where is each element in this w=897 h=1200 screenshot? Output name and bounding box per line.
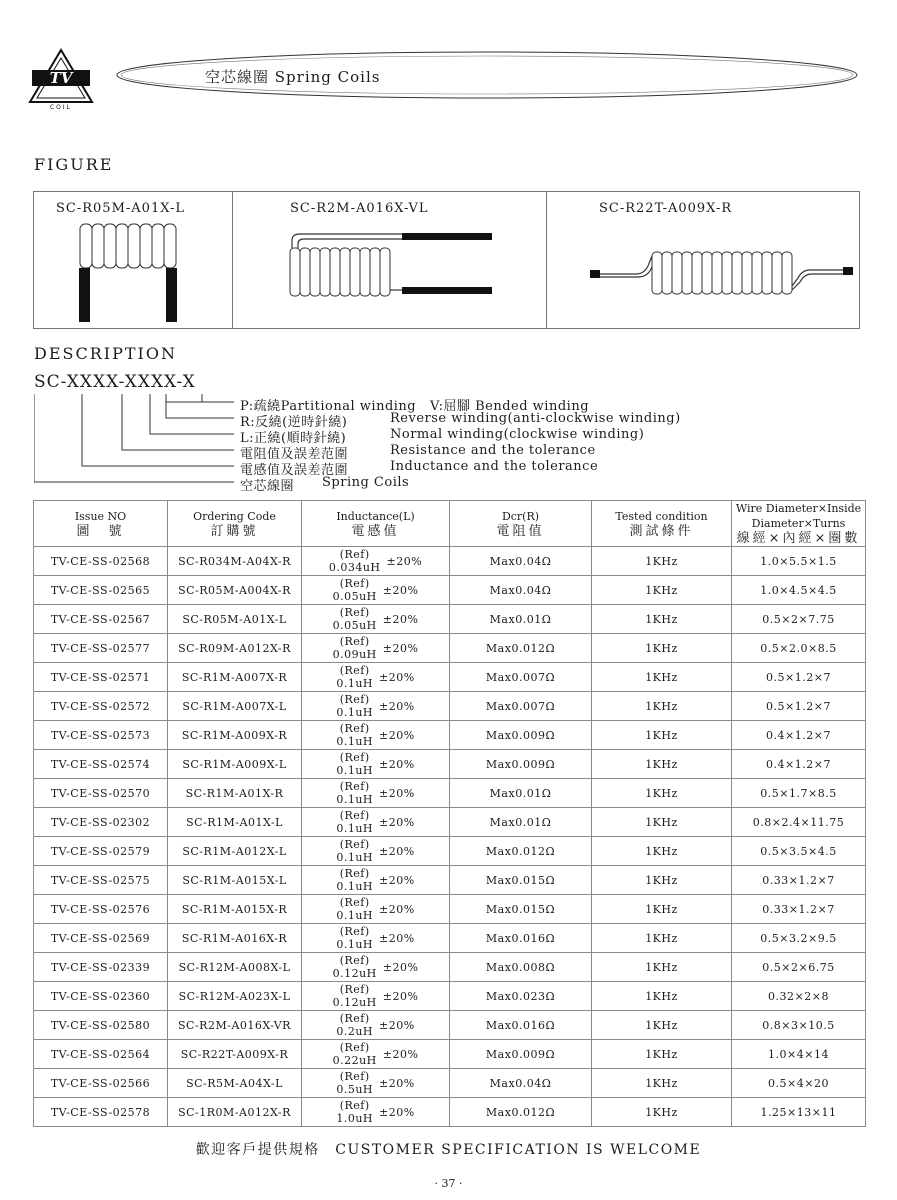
header-inductance: Inductance(L) 電感值 xyxy=(302,501,450,547)
company-logo xyxy=(28,48,94,110)
cell-wire-dimensions: 1.0×4.5×4.5 xyxy=(732,576,866,605)
legend-line-2-en: Reverse winding(anti-clockwise winding) xyxy=(390,411,681,426)
inductance-ref: (Ref) xyxy=(339,635,370,648)
inductance-value: 0.09uH xyxy=(332,648,377,661)
cell-wire-dimensions: 0.5×1.7×8.5 xyxy=(732,779,866,808)
cell-ordering-code: SC-R1M-A007X-R xyxy=(168,663,302,692)
inductance-value: 0.5uH xyxy=(336,1083,373,1096)
table-row xyxy=(34,1098,866,1127)
cell-inductance xyxy=(302,750,450,779)
inductance-ref: (Ref) xyxy=(339,780,370,793)
inductance-ref: (Ref) xyxy=(339,548,370,561)
table-row xyxy=(34,547,866,576)
cell-dcr: Max0.012Ω xyxy=(450,1098,592,1127)
inductance-value: 0.12uH xyxy=(332,967,377,980)
cell-test-condition: 1KHz xyxy=(592,576,732,605)
header-ordering-code: Ordering Code 訂購號 xyxy=(168,501,302,547)
cell-issue-no: TV-CE-SS-02567 xyxy=(34,605,168,634)
cell-issue-no: TV-CE-SS-02578 xyxy=(34,1098,168,1127)
cell-dcr: Max0.04Ω xyxy=(450,576,592,605)
cell-inductance xyxy=(302,721,450,750)
cell-wire-dimensions: 1.0×4×14 xyxy=(732,1040,866,1069)
cell-inductance xyxy=(302,779,450,808)
cell-wire-dimensions: 0.5×2.0×8.5 xyxy=(732,634,866,663)
table-row xyxy=(34,634,866,663)
cell-ordering-code: SC-R1M-A009X-L xyxy=(168,750,302,779)
logo-text: TV xyxy=(49,69,73,87)
logo-subtext: COIL xyxy=(49,104,73,110)
cell-inductance xyxy=(302,866,450,895)
page-number: · 37 · xyxy=(434,1177,463,1190)
cell-dcr: Max0.012Ω xyxy=(450,634,592,663)
inductance-ref: (Ref) xyxy=(339,867,370,880)
code-format: SC-XXXX-XXXX-X xyxy=(34,372,196,392)
cell-inductance xyxy=(302,1098,450,1127)
inductance-tolerance: ±20% xyxy=(379,902,415,916)
cell-dcr: Max0.023Ω xyxy=(450,982,592,1011)
inductance-ref: (Ref) xyxy=(339,809,370,822)
legend-line-6-en: Spring Coils xyxy=(322,475,410,490)
cell-wire-dimensions: 0.33×1.2×7 xyxy=(732,866,866,895)
coil-drawing-3 xyxy=(588,242,856,302)
coil-drawing-1 xyxy=(74,220,189,325)
table-row xyxy=(34,692,866,721)
header-dcr: Dcr(R) 電阻值 xyxy=(450,501,592,547)
cell-dcr: Max0.01Ω xyxy=(450,808,592,837)
cell-dcr: Max0.008Ω xyxy=(450,953,592,982)
cell-dcr: Max0.015Ω xyxy=(450,895,592,924)
cell-ordering-code: SC-R1M-A016X-R xyxy=(168,924,302,953)
inductance-tolerance: ±20% xyxy=(379,844,415,858)
legend-line-2-zh: R:反繞(逆時針繞) xyxy=(240,415,348,430)
inductance-value: 1.0uH xyxy=(336,1112,373,1125)
figure-label-3: SC-R22T-A009X-R xyxy=(599,201,733,216)
inductance-tolerance: ±20% xyxy=(379,1076,415,1090)
header-wire-dimensions: Wire Diameter×Inside Diameter×Turns 線經×內經×圈數 xyxy=(732,501,866,547)
table-row xyxy=(34,895,866,924)
inductance-tolerance: ±20% xyxy=(379,757,415,771)
cell-ordering-code: SC-R1M-A015X-R xyxy=(168,895,302,924)
cell-ordering-code: SC-R034M-A04X-R xyxy=(168,547,302,576)
table-row xyxy=(34,982,866,1011)
cell-issue-no: TV-CE-SS-02571 xyxy=(34,663,168,692)
inductance-ref: (Ref) xyxy=(339,722,370,735)
tv-coil-logo-icon xyxy=(28,48,94,110)
inductance-tolerance: ±20% xyxy=(379,1018,415,1032)
cell-inductance xyxy=(302,808,450,837)
cell-ordering-code: SC-R09M-A012X-R xyxy=(168,634,302,663)
cell-inductance xyxy=(302,1069,450,1098)
cell-test-condition: 1KHz xyxy=(592,808,732,837)
cell-inductance xyxy=(302,1040,450,1069)
table-row xyxy=(34,663,866,692)
inductance-ref: (Ref) xyxy=(339,1099,370,1112)
cell-wire-dimensions: 0.5×1.2×7 xyxy=(732,663,866,692)
inductance-tolerance: ±20% xyxy=(379,1105,415,1119)
cell-ordering-code: SC-R1M-A007X-L xyxy=(168,692,302,721)
header-issue-no: Issue NO 圖 號 xyxy=(34,501,168,547)
cell-inductance xyxy=(302,1011,450,1040)
cell-inductance xyxy=(302,837,450,866)
inductance-tolerance: ±20% xyxy=(382,583,419,597)
cell-dcr: Max0.04Ω xyxy=(450,1069,592,1098)
cell-issue-no: TV-CE-SS-02339 xyxy=(34,953,168,982)
cell-test-condition: 1KHz xyxy=(592,982,732,1011)
footer-note: 歡迎客戶提供規格 CUSTOMER SPECIFICATION IS WELCOME xyxy=(195,1142,702,1158)
inductance-ref: (Ref) xyxy=(339,606,370,619)
cell-test-condition: 1KHz xyxy=(592,663,732,692)
inductance-ref: (Ref) xyxy=(339,838,370,851)
cell-wire-dimensions: 0.5×3.2×9.5 xyxy=(732,924,866,953)
cell-test-condition: 1KHz xyxy=(592,750,732,779)
cell-wire-dimensions: 1.25×13×11 xyxy=(732,1098,866,1127)
cell-issue-no: TV-CE-SS-02576 xyxy=(34,895,168,924)
inductance-tolerance: ±20% xyxy=(379,728,415,742)
spec-table xyxy=(33,500,866,1127)
legend-line-5-zh: 電感值及誤差范圍 xyxy=(240,463,349,478)
inductance-tolerance: ±20% xyxy=(379,931,415,945)
inductance-tolerance: ±20% xyxy=(382,989,419,1003)
inductance-ref: (Ref) xyxy=(339,925,370,938)
table-row xyxy=(34,953,866,982)
cell-test-condition: 1KHz xyxy=(592,1040,732,1069)
cell-issue-no: TV-CE-SS-02570 xyxy=(34,779,168,808)
cell-ordering-code: SC-R05M-A01X-L xyxy=(168,605,302,634)
cell-ordering-code: SC-R12M-A008X-L xyxy=(168,953,302,982)
cell-issue-no: TV-CE-SS-02564 xyxy=(34,1040,168,1069)
cell-wire-dimensions: 0.5×4×20 xyxy=(732,1069,866,1098)
cell-issue-no: TV-CE-SS-02577 xyxy=(34,634,168,663)
cell-wire-dimensions: 0.5×2×6.75 xyxy=(732,953,866,982)
cell-issue-no: TV-CE-SS-02360 xyxy=(34,982,168,1011)
cell-issue-no: TV-CE-SS-02573 xyxy=(34,721,168,750)
cell-issue-no: TV-CE-SS-02572 xyxy=(34,692,168,721)
inductance-value: 0.1uH xyxy=(336,880,373,893)
cell-wire-dimensions: 1.0×5.5×1.5 xyxy=(732,547,866,576)
inductance-value: 0.05uH xyxy=(332,590,377,603)
cell-inductance xyxy=(302,547,450,576)
cell-issue-no: TV-CE-SS-02575 xyxy=(34,866,168,895)
inductance-ref: (Ref) xyxy=(339,693,370,706)
cell-ordering-code: SC-R12M-A023X-L xyxy=(168,982,302,1011)
table-row xyxy=(34,779,866,808)
cell-ordering-code: SC-R5M-A04X-L xyxy=(168,1069,302,1098)
inductance-value: 0.1uH xyxy=(336,909,373,922)
cell-test-condition: 1KHz xyxy=(592,547,732,576)
cell-test-condition: 1KHz xyxy=(592,692,732,721)
inductance-value: 0.1uH xyxy=(336,851,373,864)
inductance-tolerance: ±20% xyxy=(379,670,415,684)
cell-inductance xyxy=(302,605,450,634)
cell-issue-no: TV-CE-SS-02580 xyxy=(34,1011,168,1040)
legend-line-3-zh: L:正繞(順時針繞) xyxy=(240,431,347,446)
inductance-value: 0.1uH xyxy=(336,706,373,719)
figure-box xyxy=(33,191,860,329)
cell-test-condition: 1KHz xyxy=(592,634,732,663)
cell-inductance xyxy=(302,663,450,692)
cell-ordering-code: SC-R1M-A01X-R xyxy=(168,779,302,808)
legend-line-1-en: V:屈腳 Bended winding xyxy=(430,399,590,414)
cell-ordering-code: SC-R1M-A009X-R xyxy=(168,721,302,750)
inductance-value: 0.1uH xyxy=(336,793,373,806)
cell-test-condition: 1KHz xyxy=(592,1011,732,1040)
cell-test-condition: 1KHz xyxy=(592,1069,732,1098)
code-legend-lines xyxy=(34,390,254,490)
cell-wire-dimensions: 0.32×2×8 xyxy=(732,982,866,1011)
inductance-value: 0.1uH xyxy=(336,735,373,748)
inductance-ref: (Ref) xyxy=(339,1041,370,1054)
cell-inductance xyxy=(302,982,450,1011)
inductance-value: 0.1uH xyxy=(336,938,373,951)
inductance-tolerance: ±20% xyxy=(382,612,419,626)
cell-wire-dimensions: 0.8×2.4×11.75 xyxy=(732,808,866,837)
inductance-value: 0.1uH xyxy=(336,822,373,835)
cell-dcr: Max0.007Ω xyxy=(450,663,592,692)
inductance-ref: (Ref) xyxy=(339,664,370,677)
cell-test-condition: 1KHz xyxy=(592,924,732,953)
inductance-value: 0.1uH xyxy=(336,677,373,690)
cell-inductance xyxy=(302,953,450,982)
table-row xyxy=(34,866,866,895)
inductance-value: 0.1uH xyxy=(336,764,373,777)
inductance-ref: (Ref) xyxy=(339,1070,370,1083)
cell-ordering-code: SC-R1M-A012X-L xyxy=(168,837,302,866)
cell-dcr: Max0.009Ω xyxy=(450,1040,592,1069)
cell-test-condition: 1KHz xyxy=(592,605,732,634)
inductance-ref: (Ref) xyxy=(339,577,370,590)
cell-dcr: Max0.012Ω xyxy=(450,837,592,866)
table-row xyxy=(34,605,866,634)
table-row xyxy=(34,1040,866,1069)
inductance-tolerance: ±20% xyxy=(379,699,415,713)
cell-wire-dimensions: 0.4×1.2×7 xyxy=(732,721,866,750)
cell-dcr: Max0.01Ω xyxy=(450,779,592,808)
table-row xyxy=(34,808,866,837)
inductance-value: 0.2uH xyxy=(336,1025,373,1038)
legend-line-1-zh: P:疏繞Partitional winding xyxy=(240,399,417,414)
cell-wire-dimensions: 0.5×3.5×4.5 xyxy=(732,837,866,866)
cell-ordering-code: SC-R22T-A009X-R xyxy=(168,1040,302,1069)
cell-ordering-code: SC-R1M-A01X-L xyxy=(168,808,302,837)
cell-dcr: Max0.016Ω xyxy=(450,924,592,953)
inductance-tolerance: ±20% xyxy=(379,786,415,800)
inductance-tolerance: ±20% xyxy=(382,1047,419,1061)
cell-ordering-code: SC-R2M-A016X-VR xyxy=(168,1011,302,1040)
cell-wire-dimensions: 0.5×2×7.75 xyxy=(732,605,866,634)
legend-line-4-en: Resistance and the tolerance xyxy=(390,443,596,458)
table-row xyxy=(34,837,866,866)
figure-heading: FIGURE xyxy=(34,155,114,174)
legend-line-4-zh: 電阻值及誤差范圍 xyxy=(240,447,349,462)
figure-divider xyxy=(232,192,233,328)
cell-wire-dimensions: 0.8×3×10.5 xyxy=(732,1011,866,1040)
cell-dcr: Max0.01Ω xyxy=(450,605,592,634)
cell-ordering-code: SC-1R0M-A012X-R xyxy=(168,1098,302,1127)
cell-inductance xyxy=(302,692,450,721)
cell-dcr: Max0.009Ω xyxy=(450,750,592,779)
inductance-value: 0.12uH xyxy=(332,996,377,1009)
table-row xyxy=(34,576,866,605)
table-row xyxy=(34,1069,866,1098)
table-row xyxy=(34,1011,866,1040)
inductance-tolerance: ±20% xyxy=(379,815,415,829)
header-tested-condition: Tested condition 測試條件 xyxy=(592,501,732,547)
cell-inductance xyxy=(302,576,450,605)
cell-issue-no: TV-CE-SS-02302 xyxy=(34,808,168,837)
inductance-tolerance: ±20% xyxy=(382,960,419,974)
cell-issue-no: TV-CE-SS-02566 xyxy=(34,1069,168,1098)
cell-dcr: Max0.015Ω xyxy=(450,866,592,895)
cell-dcr: Max0.016Ω xyxy=(450,1011,592,1040)
inductance-ref: (Ref) xyxy=(339,954,370,967)
table-header-row xyxy=(34,501,866,547)
inductance-tolerance: ±20% xyxy=(379,873,415,887)
cell-issue-no: TV-CE-SS-02569 xyxy=(34,924,168,953)
cell-test-condition: 1KHz xyxy=(592,721,732,750)
cell-inductance xyxy=(302,634,450,663)
cell-test-condition: 1KHz xyxy=(592,895,732,924)
cell-test-condition: 1KHz xyxy=(592,779,732,808)
description-heading: DESCRIPTION xyxy=(34,344,177,363)
figure-label-2: SC-R2M-A016X-VL xyxy=(290,201,429,216)
inductance-tolerance: ±20% xyxy=(386,554,423,568)
cell-dcr: Max0.007Ω xyxy=(450,692,592,721)
page-title: 空芯線圈 Spring Coils xyxy=(205,68,381,86)
inductance-value: 0.22uH xyxy=(332,1054,377,1067)
cell-dcr: Max0.04Ω xyxy=(450,547,592,576)
cell-test-condition: 1KHz xyxy=(592,1098,732,1127)
table-row xyxy=(34,750,866,779)
cell-wire-dimensions: 0.33×1.2×7 xyxy=(732,895,866,924)
cell-inductance xyxy=(302,895,450,924)
inductance-ref: (Ref) xyxy=(339,896,370,909)
figure-divider xyxy=(546,192,547,328)
inductance-value: 0.034uH xyxy=(328,561,381,574)
cell-wire-dimensions: 0.5×1.2×7 xyxy=(732,692,866,721)
cell-wire-dimensions: 0.4×1.2×7 xyxy=(732,750,866,779)
inductance-tolerance: ±20% xyxy=(382,641,419,655)
legend-line-5-en: Inductance and the tolerance xyxy=(390,459,599,474)
inductance-value: 0.05uH xyxy=(332,619,377,632)
legend-line-3-en: Normal winding(clockwise winding) xyxy=(390,427,645,442)
inductance-ref: (Ref) xyxy=(339,1012,370,1025)
cell-test-condition: 1KHz xyxy=(592,866,732,895)
cell-issue-no: TV-CE-SS-02574 xyxy=(34,750,168,779)
cell-issue-no: TV-CE-SS-02579 xyxy=(34,837,168,866)
cell-inductance xyxy=(302,924,450,953)
inductance-ref: (Ref) xyxy=(339,751,370,764)
figure-label-1: SC-R05M-A01X-L xyxy=(56,201,186,216)
table-row xyxy=(34,924,866,953)
cell-test-condition: 1KHz xyxy=(592,953,732,982)
cell-ordering-code: SC-R05M-A004X-R xyxy=(168,576,302,605)
cell-test-condition: 1KHz xyxy=(592,837,732,866)
legend-line-6-zh: 空芯線圈 xyxy=(240,479,295,494)
cell-issue-no: TV-CE-SS-02565 xyxy=(34,576,168,605)
inductance-ref: (Ref) xyxy=(339,983,370,996)
table-row xyxy=(34,721,866,750)
cell-ordering-code: SC-R1M-A015X-L xyxy=(168,866,302,895)
cell-dcr: Max0.009Ω xyxy=(450,721,592,750)
coil-drawing-2 xyxy=(284,228,529,323)
cell-issue-no: TV-CE-SS-02568 xyxy=(34,547,168,576)
